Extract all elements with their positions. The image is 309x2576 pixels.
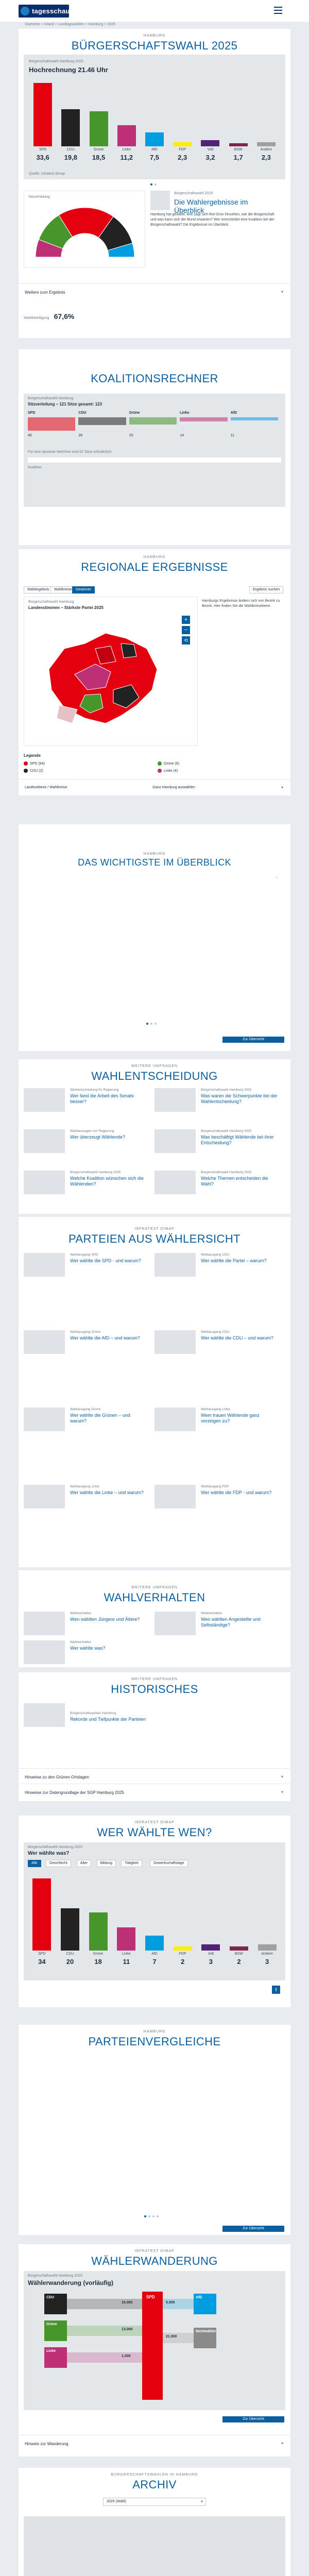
bar-spd <box>33 83 52 146</box>
bar-volt <box>201 1944 220 1951</box>
bar-label: Linke <box>122 1952 131 1956</box>
bar-andere <box>258 1944 277 1951</box>
coalition-seat-bar[interactable] <box>129 417 177 425</box>
bar-value: 33,6 <box>36 154 49 161</box>
decision-teaser[interactable] <box>24 1088 152 1113</box>
turnout-value: 67,6% <box>54 312 75 320</box>
district-label: Landesebene / Wahlkreise <box>25 786 67 789</box>
filter-gewerkschaftslage[interactable]: Gewerkschaftslage <box>150 1860 188 1867</box>
party-item-title: Wer wählte die SPD - und warum? <box>70 1258 141 1263</box>
comparison-kicker: HAMBURG <box>143 2030 166 2033</box>
article-text: Hamburg hat gewählt. Wie sagt sich Rot-Grün hinsehen, wie die Bürgerschaft und was kann sich der Bund erwarten? Wer entscheidet eine Koalition bei der Bürgerschaftswahl? Die Ergebnisse im Überblick. <box>150 213 274 227</box>
party-item-kicker: Wahlausgang Linke <box>70 1485 99 1488</box>
whovoted-section <box>19 1816 290 2007</box>
overview-carousel-dots[interactable] <box>146 1023 162 1025</box>
comparison-button[interactable]: Zur Übersicht <box>222 2226 284 2232</box>
bar-cdu <box>61 1908 79 1951</box>
filter-tätigkeit[interactable]: Tätigkeit <box>121 1860 142 1867</box>
migration-section <box>19 2244 290 2456</box>
bar-value: 19,8 <box>64 154 77 161</box>
legend-item: SPD (54) <box>24 761 45 766</box>
party-teaser[interactable] <box>24 1485 152 1510</box>
turnout <box>24 312 74 320</box>
party-thumbnail <box>154 1253 196 1277</box>
party-item-kicker: Wahlausgang Grüne <box>70 1330 101 1334</box>
coalition-party-label: CDU <box>78 411 87 415</box>
behavior-item-kicker: Wahlverhalten <box>70 1612 92 1615</box>
party-teaser[interactable] <box>154 1485 283 1510</box>
chevron-down-icon: ▾ <box>281 785 283 790</box>
turnout-label: Wahlbeteiligung <box>24 316 49 320</box>
share-icon[interactable]: ⇪ <box>272 1986 280 1994</box>
party-thumbnail <box>24 1253 65 1277</box>
coalition-seat-bar[interactable] <box>231 417 278 420</box>
party-thumbnail <box>154 1330 196 1354</box>
coalition-seat-bar[interactable] <box>78 417 126 425</box>
history-link-2[interactable] <box>19 1784 290 1799</box>
migration-card-title: Wählerwanderung (vorläufig) <box>28 2279 114 2286</box>
legend-title: Legende <box>24 753 41 758</box>
history-item-title: Rekorde und Tiefpunkte der Parteien <box>70 1717 146 1722</box>
migration-card-kicker: Bürgerschaftswahl Hamburg 2025 <box>28 2274 82 2278</box>
hochrechnung-title: Hochrechnung 21.46 Uhr <box>29 66 108 74</box>
map-kicker: Bürgerschaftswahl Hamburg <box>28 600 74 604</box>
decision-item-kicker: Bürgerschaftswahl Hamburg 2025 <box>201 1088 252 1092</box>
regional-title: REGIONALE ERGEBNISSE <box>81 561 228 573</box>
bar-label: BSW <box>235 1952 243 1956</box>
decision-item-title: Wer fand die Arbeit des Senats besser? <box>70 1093 134 1104</box>
party-teaser[interactable] <box>154 1253 283 1278</box>
hero-carousel-dots[interactable] <box>150 183 161 185</box>
history-item-kicker: Bürgerschaftswahlen Hamburg <box>70 1711 116 1715</box>
party-item-kicker: Wahlausgang Grüne <box>70 1408 101 1411</box>
bar-label: Andere <box>261 1952 273 1956</box>
decision-thumbnail <box>154 1171 196 1194</box>
behavior-thumbnail <box>24 1612 65 1635</box>
coalition-seat-value: 11 <box>230 434 234 437</box>
bar-value: 2 <box>181 1958 185 1965</box>
bar-label: Volt <box>208 1952 214 1956</box>
article-title[interactable]: Die Wahlergebnisse im Überblick <box>174 198 248 214</box>
party-thumbnail <box>24 1330 65 1354</box>
legend-item: Linke (4) <box>158 769 178 773</box>
behavior-item-kicker: Wahlverhalten <box>70 1640 92 1644</box>
bar-spd <box>32 1878 51 1951</box>
party-teaser[interactable] <box>24 1253 152 1278</box>
filter-alter[interactable]: Alter <box>77 1860 91 1867</box>
coalition-selection-note: Koalition <box>28 466 42 469</box>
whovoted-title: WER WÄHLTE WEN? <box>97 1826 212 1839</box>
whovoted-chart <box>28 1873 281 1971</box>
coalition-card-title: Sitzverteilung – 121 Sitze gesamt: 123 <box>28 402 102 406</box>
decision-item-kicker: Bürgerschaftswahl Hamburg 2025 <box>201 1129 252 1133</box>
result-accordion[interactable] <box>19 283 290 300</box>
party-item-title: Wer wählte die CDU – und warum? <box>201 1335 273 1341</box>
bar-value: 1,7 <box>233 154 243 161</box>
migration-center-label: SPD <box>146 2295 155 2299</box>
behavior-thumbnail <box>154 1612 196 1635</box>
party-thumbnail <box>24 1408 65 1431</box>
bar-volt <box>201 140 219 146</box>
migration-accordion-label: Hinweis zur Wanderung <box>25 2442 68 2446</box>
coalition-card <box>24 394 285 507</box>
bar-value: 20 <box>66 1958 74 1965</box>
bar-label: CDU <box>66 148 75 151</box>
whovoted-card <box>24 1842 285 1980</box>
party-item-title: Wem trauen Wählende ganz vorzeigen zu? <box>201 1413 260 1423</box>
decision-teaser[interactable] <box>24 1129 152 1154</box>
coalition-seat-value: 14 <box>180 434 184 437</box>
parties-section <box>19 1217 290 1567</box>
coalition-seat-value: 45 <box>28 434 32 437</box>
bar-andere <box>257 142 276 146</box>
bar-fdp <box>174 1946 192 1951</box>
bar-label: SPD <box>39 148 47 151</box>
migration-center-bar <box>142 2292 163 2400</box>
history-link-1[interactable] <box>19 1768 290 1784</box>
whovoted-filters <box>28 1860 281 1867</box>
behavior-item-kicker: Wahlverhalten <box>201 1612 222 1615</box>
breadcrumb[interactable]: Startseite > Inland > Landtagswahlen > Hamburg > 2025 <box>25 23 115 26</box>
history-link-label: Hinweise zur Datengrundlage der SGP Hamburg 2025 <box>25 1790 124 1795</box>
carousel-next-icon[interactable]: › <box>276 876 278 879</box>
seat-chart <box>28 201 142 263</box>
comparison-section <box>19 2025 290 2235</box>
map-title: Landesstimmen – Stärkste Partei 2025 <box>28 605 104 610</box>
logo-globe-icon <box>21 7 29 15</box>
zoom-in-button[interactable]: + <box>182 616 190 624</box>
coalition-result-bar <box>28 457 281 463</box>
behavior-teaser[interactable] <box>154 1612 283 1636</box>
coalition-title: KOALITIONSRECHNER <box>91 372 218 385</box>
behavior-section <box>19 1570 290 1667</box>
bar-value: 2,3 <box>261 154 271 161</box>
bar-value: 34 <box>38 1958 46 1965</box>
bar-label: Linke <box>122 148 131 151</box>
chevron-down-icon: ▾ <box>281 290 283 294</box>
decision-item-kicker: Bürgerschaftswahl Hamburg 2025 <box>70 1171 121 1174</box>
comparison-carousel-dots[interactable] <box>144 2215 165 2217</box>
archive-content <box>24 2516 285 2576</box>
hochrechnung-chart <box>29 76 280 169</box>
behavior-item-title: Wen wählten Angestellte und Selbständige? <box>201 1617 261 1628</box>
migration-flow-value: 15.000 <box>122 2301 133 2304</box>
tab-gewinner[interactable]: Gewinner <box>72 586 95 594</box>
decision-thumbnail <box>24 1171 65 1194</box>
bar-afd <box>145 1936 164 1951</box>
decision-thumbnail <box>24 1088 65 1112</box>
menu-icon[interactable] <box>274 7 282 14</box>
bar-grüne <box>90 111 108 146</box>
decision-item-title: Was waren die Schwerpunkte bei der Wahlentscheidung? <box>201 1093 278 1104</box>
migration-source-label: Linke <box>46 2349 56 2353</box>
bar-value: 18 <box>94 1958 102 1965</box>
decision-kicker: WEITERE UMFRAGEN <box>131 1064 178 1068</box>
archive-kicker: BÜRGERSCHAFTSWAHLEN IN HAMBURG <box>111 2473 198 2477</box>
bar-label: Grüne <box>93 148 104 151</box>
behavior-item-title: Wen wählten Jüngere und Ältere? <box>70 1617 140 1622</box>
party-item-title: Wer wählte die Linke – und warum? <box>70 1490 144 1495</box>
tab-wahlkreise[interactable]: Wahlkreise <box>50 586 75 594</box>
bar-value: 3 <box>209 1958 213 1965</box>
migration-card <box>24 2271 285 2410</box>
chevron-down-icon: ▾ <box>281 2441 283 2446</box>
hero-title: BÜRGERSCHAFTSWAHL 2025 <box>71 39 238 52</box>
bar-label: SPD <box>38 1952 46 1956</box>
bar-value: 2 <box>237 1958 241 1965</box>
hochrechnung-card <box>24 55 285 179</box>
whovoted-kicker: INFRATEST DIMAP <box>134 1821 175 1824</box>
overview-button[interactable]: Zur Übersicht <box>222 1037 284 1043</box>
map-info-text: Hamburgs Ergebnisse ändern sich von Bezirk zu Bezirk. Hier finden Sie die Wahlkreisebene. <box>202 599 280 608</box>
whovoted-card-title: Wer wählte was? <box>28 1851 70 1856</box>
seat-card-label: Sitzverteilung <box>28 195 50 199</box>
tagesschau-logo[interactable] <box>19 5 69 18</box>
history-title: HISTORISCHES <box>111 1683 198 1696</box>
migration-source-label: Nichtwähler <box>196 2330 216 2333</box>
bar-cdu <box>61 109 80 146</box>
decision-item-title: Was beschäftigt Wählende bei ihrer Entscheidung? <box>201 1134 274 1145</box>
hochrechnung-kicker: Bürgerschaftswahl Hamburg 2025 <box>29 60 83 63</box>
bar-label: AfD <box>151 1952 158 1956</box>
overview-kicker: HAMBURG <box>143 852 166 856</box>
history-link-label: Hinweise zu den Grünen-Ortslagen <box>25 1775 89 1780</box>
party-item-kicker: Wahlausgang CDU <box>201 1253 230 1257</box>
hamburg-map[interactable] <box>28 613 183 741</box>
behavior-teaser[interactable] <box>24 1612 152 1636</box>
migration-kicker: INFRATEST DIMAP <box>134 2249 175 2253</box>
party-item-kicker: Wahlausgang SPD <box>70 1253 98 1257</box>
article-image[interactable] <box>150 191 170 210</box>
migration-source-label: Grüne <box>46 2323 57 2326</box>
zoom-out-button[interactable]: − <box>182 626 190 634</box>
coalition-party-label: SPD <box>28 411 36 415</box>
party-item-title: Wer wählte die FDP - und warum? <box>201 1490 272 1495</box>
behavior-title: WAHLVERHALTEN <box>104 1591 205 1604</box>
party-thumbnail <box>24 1485 65 1509</box>
bar-label: Andere <box>260 148 272 151</box>
decision-teaser[interactable] <box>154 1088 283 1113</box>
filter-alle[interactable]: Alle <box>28 1860 41 1867</box>
bar-value: 11,2 <box>120 154 133 161</box>
migration-flow-band <box>67 2352 142 2363</box>
bar-label: CDU <box>66 1952 74 1956</box>
party-thumbnail <box>154 1408 196 1431</box>
party-teaser[interactable] <box>24 1330 152 1355</box>
history-teaser[interactable] <box>24 1703 147 1728</box>
party-thumbnail <box>154 1485 196 1509</box>
decision-item-title: Wer überzeugt Wählende? <box>70 1134 125 1140</box>
coalition-bars[interactable] <box>28 411 281 447</box>
overview-section <box>19 824 290 1051</box>
archive-select[interactable] <box>103 2498 206 2506</box>
history-section <box>19 1672 290 1801</box>
bar-label: Volt <box>207 148 214 151</box>
migration-flow-value: 5.000 <box>166 2301 175 2304</box>
district-select-row[interactable] <box>19 779 290 795</box>
map-card <box>24 597 198 746</box>
filter-geschlecht[interactable]: Geschlecht <box>46 1860 71 1867</box>
decision-section <box>19 1059 290 1214</box>
behavior-item-title: Wer wählte was? <box>70 1646 106 1651</box>
bar-label: FDP <box>179 148 186 151</box>
bar-grüne <box>89 1912 108 1951</box>
decision-thumbnail <box>154 1129 196 1153</box>
reset-view-button[interactable]: ⟲ <box>182 636 190 645</box>
migration-button[interactable]: Zur Übersicht <box>222 2416 284 2422</box>
decision-item-title: Welche Themen entscheiden die Wahl? <box>201 1176 268 1187</box>
migration-flow-value: 21.000 <box>166 2335 177 2338</box>
decision-item-kicker: Wahlaussagen zur Regierung <box>70 1129 114 1133</box>
party-item-title: Wer wählte die AfD – und warum? <box>70 1335 140 1341</box>
bar-linke <box>117 1927 135 1951</box>
party-teaser[interactable] <box>154 1408 283 1432</box>
decision-teaser[interactable] <box>24 1171 152 1195</box>
bar-fdp <box>173 142 192 146</box>
bar-value: 3 <box>265 1958 269 1965</box>
coalition-party-label: Linke <box>180 411 190 415</box>
logo-text: tagesschau <box>32 7 70 15</box>
regional-section <box>19 549 290 795</box>
coalition-party-label: Grüne <box>129 411 140 415</box>
behavior-kicker: WEITERE UMFRAGEN <box>131 1586 178 1589</box>
seat-card <box>24 191 145 268</box>
archive-section <box>19 2468 290 2576</box>
district-select[interactable]: Ganz Hamburg auswählen <box>152 786 195 789</box>
legend-item: Grüne (6) <box>158 761 179 766</box>
bar-label: AfD <box>151 148 158 151</box>
bar-afd <box>145 132 164 146</box>
party-item-kicker: Wahlausgang CDU <box>201 1330 230 1334</box>
decision-item-kicker: Bürgerschaftswahl Hamburg 2025 <box>201 1171 252 1174</box>
bar-value: 2,3 <box>178 154 187 161</box>
chevron-down-icon: ▾ <box>281 1774 283 1779</box>
decision-thumbnail <box>154 1088 196 1112</box>
search-button[interactable]: Ergebnis suchen <box>249 586 283 594</box>
party-item-title: Wer wählte die Grünen – und warum? <box>70 1413 130 1423</box>
party-item-title: Wer wählte die Partei – warum? <box>201 1258 267 1263</box>
decision-item-kicker: Wahlentscheidung für Regierung <box>70 1088 119 1092</box>
article-kicker: Bürgerschaftswahl 2025 <box>174 192 213 195</box>
bar-bsw <box>230 1946 248 1951</box>
parties-title: PARTEIEN AUS WÄHLERSICHT <box>68 1232 241 1245</box>
bar-label: FDP <box>179 1952 186 1956</box>
coalition-seat-value: 25 <box>129 434 133 437</box>
hero-section <box>19 29 290 338</box>
decision-item-title: Welche Koalition wünschen sich die Wählenden? <box>70 1176 144 1187</box>
coalition-party-label: AfD <box>230 411 237 415</box>
hero-kicker: HAMBURG <box>143 34 166 38</box>
archive-title: ARCHIV <box>132 2478 177 2491</box>
bar-value: 7 <box>152 1958 157 1965</box>
filter-bildung[interactable]: Bildung <box>97 1860 116 1867</box>
coalition-seat-bar[interactable] <box>180 417 227 421</box>
coalition-majority-note: Für eine absolute Mehrheit sind 62 Sitze erforderlich <box>28 450 112 454</box>
archive-select-value: 2025 (Wahl) <box>107 2500 126 2503</box>
history-thumbnail <box>24 1703 65 1727</box>
result-accordion-label: Weitere zum Ergebnis <box>25 290 65 295</box>
legend <box>24 753 285 773</box>
decision-teaser[interactable] <box>154 1129 283 1154</box>
regional-kicker: HAMBURG <box>143 555 166 559</box>
migration-flow-value: 13.000 <box>122 2328 133 2331</box>
party-teaser[interactable] <box>154 1330 283 1355</box>
chevron-down-icon: ▾ <box>281 1790 283 1794</box>
party-item-kicker: Wahlausgang FDP <box>201 1485 229 1488</box>
decision-thumbnail <box>24 1129 65 1153</box>
coalition-section <box>19 349 290 545</box>
bar-value: 11 <box>123 1958 130 1965</box>
bar-label: Grüne <box>93 1952 104 1956</box>
hochrechnung-source: Quelle: infratest dimap <box>29 172 65 176</box>
bar-bsw <box>229 143 248 146</box>
migration-source-label: AfD <box>196 2296 202 2299</box>
whovoted-card-kicker: Bürgerschaftswahl Hamburg 2025 <box>28 1845 82 1849</box>
chevron-down-icon: ▾ <box>200 2499 203 2504</box>
migration-accordion[interactable] <box>19 2435 290 2451</box>
bar-value: 18,5 <box>92 154 106 161</box>
bar-linke <box>117 125 136 146</box>
parties-kicker: INFRATEST DIMAP <box>134 1227 175 1231</box>
overview-title: DAS WICHTIGSTE IM ÜBERBLICK <box>78 857 231 868</box>
bar-value: 3,2 <box>205 154 215 161</box>
site-header <box>0 0 309 22</box>
coalition-seat-bar[interactable] <box>28 417 75 431</box>
decision-teaser[interactable] <box>154 1171 283 1195</box>
history-kicker: WEITERE UMFRAGEN <box>131 1677 178 1681</box>
comparison-title: PARTEIENVERGLEICHE <box>88 2035 221 2048</box>
migration-title: WÄHLERWANDERUNG <box>91 2255 218 2267</box>
bar-value: 7,5 <box>149 154 160 161</box>
migration-flow-value: 1.000 <box>122 2354 131 2358</box>
party-teaser[interactable] <box>24 1408 152 1432</box>
behavior-teaser[interactable] <box>24 1640 152 1665</box>
legend-item: CDU (2) <box>24 769 43 773</box>
coalition-seat-value: 26 <box>78 434 83 437</box>
party-item-kicker: Wahlausgang Linke <box>201 1408 230 1411</box>
tab-wahlergebnis[interactable]: Wahlergebnis <box>24 586 53 594</box>
behavior-thumbnail <box>24 1640 65 1664</box>
coalition-kicker: Bürgerschaftswahl Hamburg <box>28 397 74 400</box>
migration-source-label: CDU <box>46 2296 55 2299</box>
bar-label: BSW <box>234 148 243 151</box>
decision-title: WAHLENTSCHEIDUNG <box>91 1070 218 1082</box>
